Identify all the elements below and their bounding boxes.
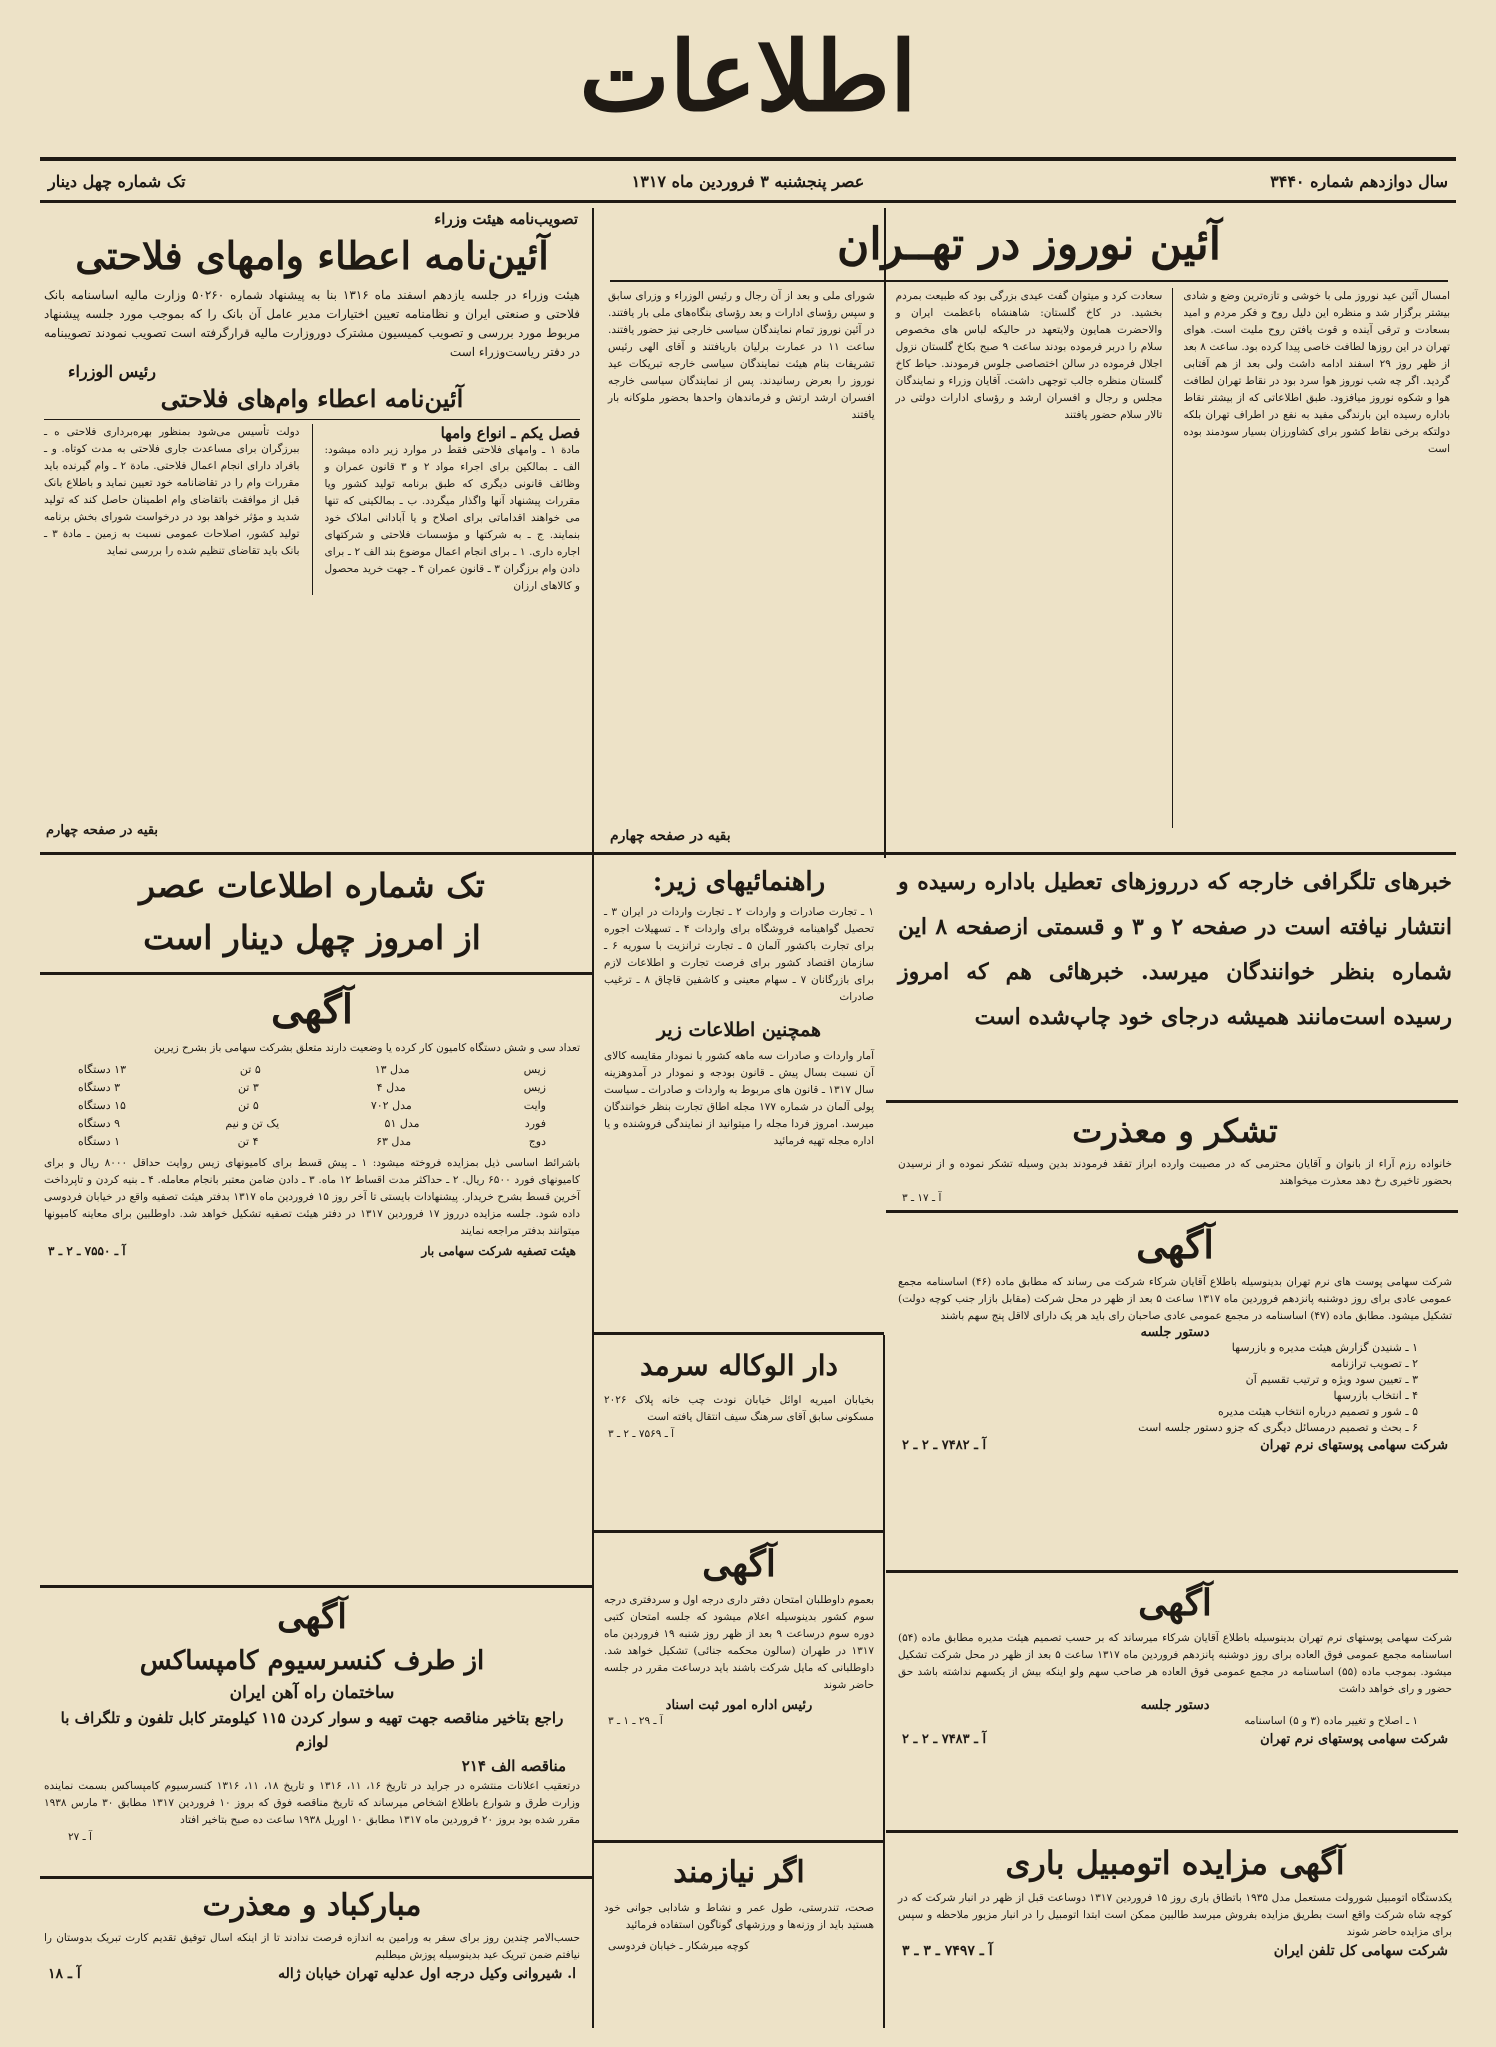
article-column bbox=[325, 424, 581, 595]
issue-number: سال دوازدهم شماره ۳۴۴۰ bbox=[1270, 172, 1448, 191]
notice-telegraph-news bbox=[892, 860, 1458, 1095]
ad-signature: شرکت سهامی پوستهای نرم تهران bbox=[1260, 1732, 1448, 1747]
notice-body: خبرهای تلگرافی خارجه که درروزهای تعطیل باداره رسیده و انتشار نیافته است در صفحه ۲ و ۳ و قسمتی ازصفحه ۸ این شماره بنظر خوانندگان میرسد. خبرهائی هم که امروز رسیده است‌مانند همیشه درجای خود چاپ‌شده است bbox=[898, 869, 1452, 1030]
ad-body: بعموم داوطلبان امتحان دفتر داری درجه اول و سردفتری درجه سوم کشور بدینوسیله اعلام میشود که جلسه امتحان کتبی دوره سوم درساعت ۹ بعد از ظهر روز شنبه ۱۹ فروردین ماه ۱۳۱۷ در طهران (سالون محکمه جنائی) تشکیل خواهد شد. داوطلبانی که مایل شرکت باشند باید درساعت مقرر در جلسه حاضر شوند bbox=[604, 1594, 875, 1691]
ad-code: آ ـ ۷۴۸۳ ـ ۲ ـ ۲ bbox=[902, 1732, 987, 1747]
ad-signature: شرکت سهامی پوستهای نرم تهران bbox=[1260, 1438, 1448, 1453]
notice-headline: مبارکباد و معذرت bbox=[202, 1888, 422, 1923]
notice-price bbox=[38, 860, 586, 970]
ad-code: آ ـ ۷۴۸۲ ـ ۲ ـ ۲ bbox=[902, 1438, 987, 1453]
ad-headline: دار الوکاله سرمد bbox=[639, 1349, 839, 1382]
issue-price: تک شماره چهل دینار bbox=[48, 172, 186, 191]
table-row: فورد مدل ۵۱ یک تن و نیم ۹ دستگاه bbox=[78, 1117, 546, 1130]
ad-body: صحت، تندرستی، طول عمر و نشاط و شادابی جوانی خود هستید باید از وزنه‌ها و ورزشهای گوناگون استفاده فرمائید bbox=[604, 1902, 874, 1931]
dateline-rule bbox=[40, 200, 1456, 203]
article-columns bbox=[608, 288, 1450, 828]
table-row: دوج مدل ۶۳ ۴ تن ۱ دستگاه bbox=[78, 1135, 546, 1148]
notice-thanks bbox=[892, 1106, 1458, 1206]
notice-headline: تشکر و معذرت bbox=[1072, 1112, 1278, 1150]
ad-body: باشرائط اساسی ذیل بمزایده فروخته میشود: ۱ ـ پیش قسط برای کامیونهای زیس روایت حداقل ۸۰۰۰ ریال و برای کامیونهای فورد ۶۵۰۰ ریال. ۲ ـ حداکثر مدت اقساط ۱۲ ماه. ۳ ـ دادن ضامن معتبر بانجام معامله. ۴ ـ بنیه کردن و تاپرداخت آخرین قسط بشرح خریدار. پیشنهادات بایستی تا آخر روز ۱۵ فروردین ماه ۱۳۱۷ بدفتر هیئت تصفیه واقع در خیابان فردوسی داده شود. جلسه مزایده درروز ۱۷ فروردین ۱۳۱۷ در دفتر هیئت تصفیه تشکیل خواهد شد. داوطلبین برای معاینه کامیونها میتوانند بدفتر مراجعه نمایند bbox=[44, 1157, 581, 1237]
ad-headline: آگهی bbox=[277, 1597, 347, 1637]
ad-code: آ ـ ۲۷ bbox=[68, 1831, 92, 1843]
column-rule bbox=[883, 1335, 885, 2028]
ad-code: آ ـ ۱۷ ـ ۳ bbox=[902, 1192, 942, 1204]
column-text: سعادت کرد و میتوان گفت عیدی بزرگی بود که طبیعت بمردم بخشید. در کاخ گلستان: شاهنشاه باعظمت ایران و والاحضرت همایون ولایتعهد در حالیکه لباس های مخصوص سلام را دربر فرموده بودند ساعت ۹ صبح بکاخ گلستان نزول اجلال فرموده در سالن اختصاصی جلوس فرمودند. حیاط کاخ گلستان منظره جالب توجهی داشت. آقایان وزراء و نمایندگان مجلس و رجال و افسران ارشد و رؤسای ادارات دولتی در تالار سلام حضور یافتند bbox=[895, 290, 1163, 421]
ad-body: ۱ ـ تجارت صادرات و واردات ۲ ـ تجارت واردات در ایران ۳ ـ تحصیل گواهینامه فروشگاه برای واردات ۴ ـ تسهیلات اجوره برای تجارت باکشور آلمان ۵ ـ تجارت ترانزیت با سوریه ۶ ـ سازمان اقتصاد کشور برای فرصت تجارت و اطلاعات لازم برای بازرگانان ۷ ـ سهام معینی و کاشفین قاچاق ۸ ـ ترغیب صادرات bbox=[604, 906, 875, 1003]
article-signature: رئیس الوزراء bbox=[68, 362, 156, 381]
ad-truck-auction bbox=[38, 980, 586, 1578]
article-column bbox=[608, 288, 875, 828]
ad-code: آ ـ ۲۹ ـ ۱ ـ ۳ bbox=[608, 1715, 663, 1727]
masthead-rule bbox=[40, 157, 1456, 161]
notice-signature: ا. شیروانی وکیل درجه اول عدلیه تهران خیابان ژاله bbox=[278, 1966, 576, 1982]
table-row: زیس مدل ۴ ۳ تن ۳ دستگاه bbox=[78, 1081, 546, 1094]
ad-headline: آگهی bbox=[1136, 1222, 1214, 1267]
article-headline: آئین نوروز در تهــران bbox=[837, 219, 1221, 270]
article-subheadline: آئین‌نامه اعطاء وام‌های فلاحتی bbox=[160, 384, 464, 413]
ad-body-2: آمار واردات و صادرات سه ماهه کشور با نمودار مقایسه کالای آن نسبت بسال پیش ـ قانون بودجه و نمودار در آمدوهزینه سال ۱۳۱۷ ـ قانون های مربوط به واردات و صادرات ـ سیاست پولی آلمان در شماره ۱۷۷ مجله اطاق تجارت بنظر خوانندگان میرسد. امروز فردا مجله را میتوانید از نمایندگی فروشنده و یا اداره مجله تهیه فرمائید bbox=[604, 1050, 875, 1147]
ad-headline: آگهی bbox=[1138, 1582, 1212, 1624]
continued-note: بقیه در صفحه چهارم bbox=[610, 828, 731, 844]
article-nowruz bbox=[600, 210, 1458, 850]
agenda-list bbox=[932, 1340, 1418, 1436]
ad-headline: آگهی bbox=[271, 986, 353, 1033]
column-text: مادة ۱ ـ وامهای فلاحتی فقط در موارد زیر داده میشود: الف ـ بمالکین برای اجراء مواد ۲ و ۳ قانون عمران و وظائف قانونی دیگری که طبق برنامه تولید کشور ویا مقررات پیشنهاد آنها واگذار میگردد. ب ـ بمالکینی که تنها می خواهند اقداماتی برای اصلاح و یا آبادانی املاک خود بنمایند. ج ـ به شرکتها و مؤسسات فلاحتی و شرکتهای اجاره داری. ۱ ـ برای انجام اعمال موضوع بند الف ۲ ـ برای دادن وام برزگران ۳ ـ قانون عمران ۴ ـ جهت خرید محصول و کالاهای ارزان bbox=[324, 444, 581, 592]
column-text: دولت تأسیس می‌شود بمنظور بهره‌برداری فلاحتی ه ـ ببرزگران برای مساعدت جاری فلاحتی به مدت کوتاه. و ـ بافراد دارای انجام اعمال فلاحتی. مادة ۲ ـ وام گیرنده باید مقررات وام را در تقاضانامه خود تعیین نماید و باطلاع بانک قبل از موافقت باتقاضای وام اطمینان حاصل کند که تولید شدید و مؤثر خواهد بود در درخواست شورای بخش برنامه تولید کشور، اصلاحات عمومی نسبت به زمین ـ مادة ۳ ـ بانک باید تقاضای تنظیم شده را بررسی نماید bbox=[44, 426, 300, 557]
ad-headline: اگر نیازمند bbox=[673, 1855, 805, 1890]
agenda-title: دستور جلسه bbox=[1140, 1698, 1210, 1713]
article-column bbox=[1183, 288, 1450, 828]
truck-table bbox=[78, 1061, 546, 1151]
ad-law-office bbox=[600, 1340, 878, 1525]
table-row: زیس مدل ۱۳ ۵ تن ۱۳ دستگاه bbox=[78, 1063, 546, 1076]
ad-intro: تعداد سی و شش دستگاه کامیون کار کرده یا وضعیت دارند متعلق بشرکت سهامی باز بشرح زیرین bbox=[153, 1042, 580, 1054]
issue-date: عصر پنجشنبه ۳ فروردین ماه ۱۳۱۷ bbox=[631, 172, 865, 191]
ad-line-1: از طرف کنسرسیوم کامپساکس bbox=[139, 1646, 485, 1676]
column-text: شورای ملی و بعد از آن رجال و رئیس الوزراء و وزرای سابق و سپس رؤسای ادارات و بعد رؤسای بنگاه‌های ملی بار یافتند. در آئین نوروز تمام نمایندگان سیاسی خارجی نیز حضور یافتند. ساعت ۱۱ در عمارت برلیان باریافتند و آقای الهی رئیس تشریفات بنام هیئت نمایندگان سیاسی خارجه تبریکات عید نوروز را بعرض رسانیدند. پس از نمایندگان سیاسی خارجه افسران ارشد ارتش و فرماندهان واحدها بحضور ملوکانه بار یافتند bbox=[607, 290, 875, 421]
ad-kampsax bbox=[38, 1592, 586, 1872]
list-item: ۴ ـ انتخاب بازرسها bbox=[1333, 1389, 1418, 1402]
list-item: ۳ ـ تعیین سود ویژه و ترتیب تقسیم آن bbox=[1245, 1373, 1418, 1386]
ad-headline: آگهی مزایده اتومبیل باری bbox=[1005, 1844, 1345, 1882]
ad-fitness bbox=[600, 1846, 878, 2026]
ad-code: آ ـ ۷۴۹۷ ـ ۳ ـ ۳ bbox=[902, 1943, 993, 1959]
article-columns bbox=[44, 424, 580, 595]
column-rule bbox=[592, 208, 594, 2028]
ad-line-3: راجع بتاخیر مناقصه جهت تهیه و سوار کردن ۱۱۵ کیلومتر کابل تلفون و تلگراف با لوازم bbox=[60, 1709, 564, 1751]
dateline bbox=[48, 168, 1448, 198]
ad-signature: هیئت تصفیه شرکت سهامی بار bbox=[421, 1244, 576, 1258]
ad-body: شرکت سهامی پوست های نرم تهران بدینوسیله باطلاع آقایان شرکاء شرکت می رساند که مطابق ماده (۴۶) اساسنامه مجمع عمومی عادی برای روز دوشنبه پانزدهم فروردین ماه ۱۳۱۷ ساعت ۵ بعد از ظهر در محل شرکت (مقابل بازار جنب کوچه دولت) تشکیل میشود. مطابق ماده (۴۷) اساسنامه در مجمع عمومی عادی صاحبان رای باید هر یک دارای لااقل پنج سهم باشند bbox=[898, 1276, 1453, 1322]
ad-body: شرکت سهامی پوستهای نرم تهران بدینوسیله باطلاع آقایان شرکاء میرساند که بر حسب تصمیم هیئت مدیره مطابق ماده (۵۴) اساسنامه مجمع عمومی فوق العاده برای روز دوشنبه پانزدهم فروردین ماه ۱۳۱۷ ساعت ۵ بعد از ظهر در محل شرکت تشکیل میشود. بموجب ماده (۵۵) اساسنامه در مجمع عمومی فوق العاده هر صاحب سهم ولو اینکه بیش از یکسهم نداشته باشد حق حضور و رای خواهد داشت bbox=[898, 1632, 1453, 1695]
notice-body: خانواده رزم آراء از بانوان و آقایان محترمی که در مصیبت وارده ابراز تفقد فرمودند بدین وسیله تشکر نموده و از نرسیدن بحضور تاخیری رخ دهد معذرت میخواهند bbox=[898, 1158, 1452, 1187]
ad-subheadline: همچنین اطلاعات زیر bbox=[656, 1019, 822, 1041]
continued-note: بقیه در صفحه چهارم bbox=[46, 823, 159, 838]
ad-footer: کوچه میرشکار ـ خیابان فردوسی bbox=[608, 1940, 750, 1952]
ad-body: بخیابان امیریه اوائل خیابان نودت چب خانه پلاک ۲۰۲۶ مسکونی سابق آقای سرهنگ سیف انتقال یافته است bbox=[604, 1394, 874, 1423]
agenda-title: دستور جلسه bbox=[1140, 1325, 1210, 1340]
ad-leather-ordinary bbox=[892, 1216, 1458, 1566]
list-item: ۵ ـ شور و تصمیم درباره انتخاب هیئت مدیره bbox=[1218, 1405, 1418, 1418]
ad-trade-guides bbox=[600, 860, 878, 1330]
notice-headline-2: از امروز چهل دینار است bbox=[143, 918, 481, 957]
ad-headline: آگهی bbox=[702, 1543, 776, 1585]
ad-code: آ ـ ۷۵۶۹ ـ ۲ ـ ۳ bbox=[608, 1428, 675, 1440]
ad-code: آ ـ ۱۸ bbox=[48, 1966, 81, 1982]
ad-code: آ ـ ۷۵۵۰ ـ ۲ ـ ۳ bbox=[48, 1244, 126, 1258]
notice-congrats bbox=[38, 1882, 586, 2032]
ad-vehicle-auction bbox=[892, 1836, 1458, 2026]
ad-body: یکدستگاه اتومبیل شورولت مستعمل مدل ۱۹۳۵ باتطاق باری روز ۱۵ فروردین ۱۳۱۷ دوساعت قبل از ظهر در انبار شرکت که در کوچه شاه شرکت واقع است بطریق مزایده بفروش میرسد طالبین ممکن است ابتدا اتومبیل را در انبار مزبور ملاحظه و سپس برای مزایده حاضر شوند bbox=[898, 1892, 1452, 1938]
masthead-title: اطلاعات bbox=[579, 20, 917, 133]
notice-headline: تک شماره اطلاعات عصر bbox=[139, 866, 485, 905]
ad-exam-notice bbox=[600, 1536, 878, 1836]
ad-line-2: ساختمان راه آهن ایران bbox=[229, 1683, 395, 1703]
article-intro: هیئت وزراء در جلسه یازدهم اسفند ماه ۱۳۱۶ بنا به پیشنهاد شماره ۵۰۲۶۰ وزارت مالیه اساسنامه بانک فلاحتی و صنعتی ایران و نظامنامه تعیین اختیارات مدیر عامل آن بانک را که بموجب مورد جلسه پیشنهاد مربوط مورد بررسی و تصویب کمیسیون مشترک دوروزارت مالیه قرارگرفته است تصویب نمودند تصویبنامه در دفتر ریاست‌وزراء است bbox=[44, 288, 580, 359]
ad-body: درتعقیب اعلانات منتشره در جراید در تاریخ ۱۶، ۱۱، ۱۳۱۶ و تاریخ ۱۸، ۱۱، ۱۳۱۶ کنسرسیوم کامپساکس بسمت نماینده وزارت طرق و شوارع باطلاع اشخاص میرساند که تاریخ مناقصه فوق که بروز ۱۰ فروردین ۱۳۱۷ مطابق ۳۰ مارس ۱۹۳۸ مقرر شده بود بروز ۲۰ فروردین ماه ۱۳۱۷ مطابق ۱۰ اوریل ۱۹۳۸ ساعت ده صبح بتاخیر افتاد bbox=[44, 1780, 580, 1826]
list-item: ۲ ـ تصویب ترازنامه bbox=[1330, 1357, 1418, 1370]
table-row: وایت مدل ۷۰۲ ۵ تن ۱۵ دستگاه bbox=[78, 1099, 546, 1112]
agenda-item: ۱ ـ اصلاح و تغییر ماده (۳ و ۵) اساسنامه bbox=[1244, 1715, 1418, 1727]
ad-signature: شرکت سهامی کل تلفن ایران bbox=[1273, 1943, 1448, 1959]
ad-headline: راهنمائیهای زیر: bbox=[652, 867, 826, 897]
column-text: امسال آئین عید نوروز ملی با خوشی و تازه‌ترین وضع و شادی بیشتر برگزار شد و منظره این دلیل روح و فکر مردم و امید بسعادت و ترقی آینده و قوت یافتن روح ملیت است. هوای تهران در این روزها لطافت خاصی پیدا کرده بود. ساعت ۸ بعد از ظهر روز ۲۹ اسفند ادامه داشت ولی بعد از هم آفتابی گردید. اگر چه شب نوروز هوا سرد بود در نقاط تهران لطافت هوا و شکوه نوروز میافزود. طبق اطلاعاتی که از بیشتر نقاط باداره رسیده این بارندگی مفید به نفع در اطراف تهران بلکه دولتکه برخی نقاط کشور برای کشاورزان بسیار سودمند بوده است bbox=[1183, 290, 1451, 455]
chapter-heading: فصل یکم ـ انواع وامها bbox=[440, 424, 580, 442]
article-agricultural-loans bbox=[38, 210, 586, 840]
article-column bbox=[896, 288, 1163, 828]
list-item: ۶ ـ بحث و تصمیم درمسائل دیگری که جزو دستور جلسه است bbox=[1138, 1421, 1418, 1434]
ad-line-4: مناقصه الف ۲۱۴ bbox=[461, 1757, 566, 1775]
section-rule bbox=[40, 852, 1456, 855]
article-kicker: تصویب‌نامه هیئت وزراء bbox=[434, 210, 578, 228]
ad-leather-extraordinary bbox=[892, 1576, 1458, 1826]
ad-signature: رئیس اداره امور ثبت اسناد bbox=[665, 1698, 813, 1713]
article-column bbox=[44, 424, 300, 595]
list-item: ۱ ـ شنیدن گزارش هیئت مدیره و بازرسها bbox=[1231, 1341, 1418, 1354]
notice-body: حسب‌الامر چندین روز برای سفر به ورامین به اندازه فرصت ندادند تا از اینکه اسال توفیق تقدیم کارت تبریک بدوستان را نیافتم ضمن تبریک عید بدینوسیله پوزش میطلبم bbox=[44, 1932, 580, 1961]
article-headline: آئین‌نامه اعطاء وامهای فلاحتی bbox=[75, 233, 549, 278]
